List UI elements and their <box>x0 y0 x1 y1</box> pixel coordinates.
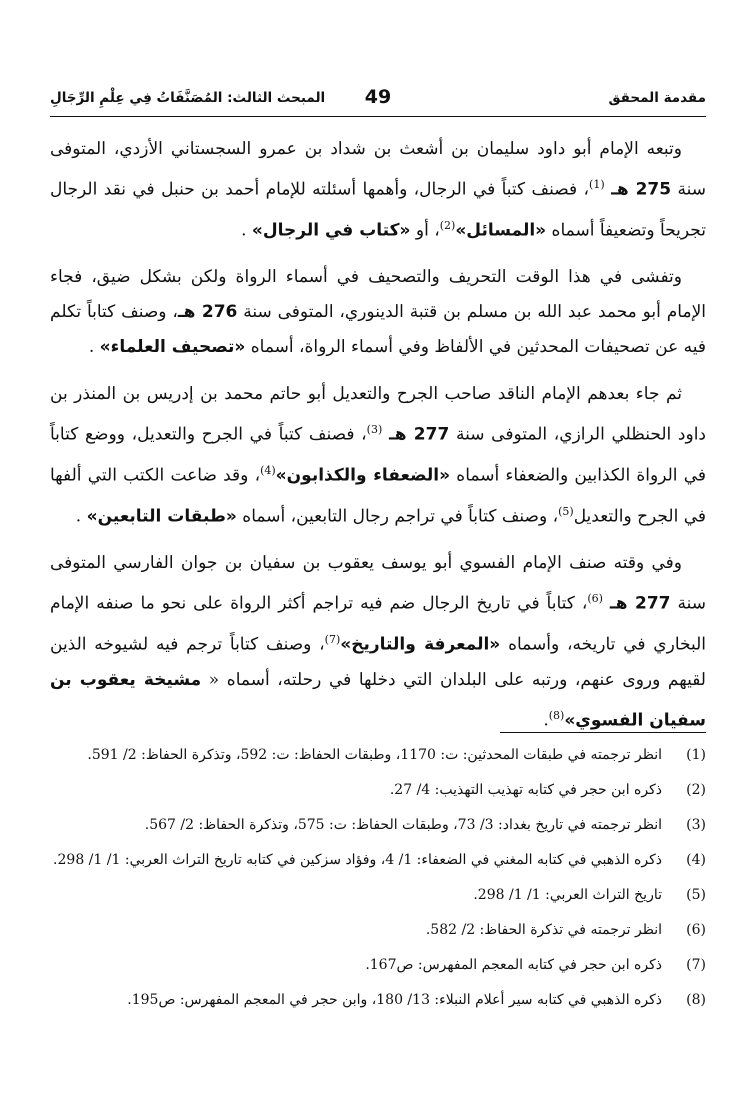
footnote-1 <box>50 742 706 769</box>
footnote-ref-5: (5) <box>558 504 574 518</box>
text-run: ، وصنف كتاباً تكلم فيه عن تصحيفات المحدثين في الألفاظ وفي أسماء الرواة، أسماه <box>50 302 706 358</box>
book-title: «تصحيف العلماء» <box>99 337 246 358</box>
text-run: ، أو <box>410 220 440 241</box>
running-header <box>50 86 706 112</box>
text-run: . <box>75 506 87 527</box>
footnote-number: (8) <box>686 992 706 1008</box>
book-title: «كتاب في الرجال» <box>251 220 411 241</box>
footnote-number: (2) <box>686 782 706 798</box>
book-title: «المعرفة والتاريخ» <box>340 634 501 655</box>
footnote-8 <box>50 987 706 1014</box>
footnote-ref-8: (8) <box>548 708 565 722</box>
footnote-5 <box>50 882 706 909</box>
text-run: ، وصنف كتاباً ترجم فيه لشيوخه الذين لقيهم وروى عنهم، ورتبه على البلدان التي دخلها في رحلته، أسماه « <box>50 634 706 690</box>
footnote-number: (5) <box>686 887 706 903</box>
text-run: ، وقد ضاعت الكتب التي ألفها في الجرح والتعديل <box>50 465 706 527</box>
footnote-number: (4) <box>686 852 706 868</box>
footnote-ref-6: (6) <box>587 592 603 606</box>
book-title: «الضعفاء والكذابون» <box>275 465 451 486</box>
footnotes <box>50 742 706 1022</box>
footnote-4 <box>50 847 706 874</box>
footnote-text: ذكره ابن حجر في كتابه تهذيب التهذيب: 4/ 27. <box>389 782 662 798</box>
footnote-number: (7) <box>686 957 706 973</box>
header-right-title: مقدمة المحقق <box>608 90 706 106</box>
footnote-ref-7: (7) <box>324 632 341 646</box>
death-year: 277 هـ <box>609 593 671 614</box>
footnote-text: تاريخ التراث العربي: 1/ 1/ 298. <box>473 887 662 903</box>
footnote-ref-4: (4) <box>260 463 276 477</box>
text-run: ، فصنف كتباً في الرجال، وأهمها أسئلته للإمام أحمد بن حنبل في نقد الرجال تجريحاً وتضعيفاً أسماه <box>50 179 706 241</box>
footnote-text: ذكره الذهبي في كتابه المغني في الضعفاء: 1/ 4، وفؤاد سزكين في كتابه تاريخ التراث العربي: 1/ 1/ 298. <box>53 852 662 868</box>
footnote-ref-3: (3) <box>366 423 383 437</box>
header-rule <box>50 116 706 117</box>
footnote-7 <box>50 952 706 979</box>
footnote-separator <box>500 732 706 733</box>
main-text <box>50 132 706 750</box>
footnote-text: انظر ترجمته في طبقات المحدثين: ت: 1170، وطبقات الحفاظ: ت: 592، وتذكرة الحفاظ: 2/ 591. <box>87 747 662 763</box>
death-year: 277 هـ <box>388 424 450 445</box>
page-number: 49 <box>364 86 392 108</box>
footnote-number: (6) <box>686 922 706 938</box>
text-run: ثم جاء بعدهم الإمام الناقد صاحب الجرح والتعديل أبو حاتم محمد بن إدريس بن المنذر بن داود الحنظلي الرازي، المتوفى سنة <box>50 384 706 445</box>
text-run: وفي وقته صنف الإمام الفسوي أبو يوسف يعقوب بن سفيان بن جوان الفارسي المتوفى سنة <box>50 553 706 614</box>
footnote-text: ذكره الذهبي في كتابه سير أعلام النبلاء: 13/ 180، وابن حجر في المعجم المفهرس: ص195. <box>127 992 662 1008</box>
text-run: وتفشى في هذا الوقت التحريف والتصحيف في أسماء الرواة ولكن بشكل ضيق، فجاء الإمام أبو محمد عبد الله بن مسلم بن قتبة الدينوري، المتوفى سنة <box>50 267 706 323</box>
text-run: . <box>88 337 100 358</box>
text-run: . <box>543 710 549 731</box>
footnote-6 <box>50 917 706 944</box>
footnote-text: انظر ترجمته في تاريخ بغداد: 3/ 73، وطبقات الحفاظ: ت: 575، وتذكرة الحفاظ: 2/ 567. <box>144 817 662 833</box>
footnote-ref-1: (1) <box>589 178 605 191</box>
footnote-ref-2: (2) <box>439 218 456 232</box>
book-title: مشيخة يعقوب بن سفيان الفسوي» <box>50 669 706 731</box>
footnote-text: انظر ترجمته في تذكرة الحفاظ: 2/ 582. <box>425 922 662 938</box>
book-title: «طبقات التابعين» <box>86 506 237 527</box>
header-section-title: المبحث الثالث: المُصَنَّفَاتُ فِي عِلْمِ الرِّجَالِ <box>50 90 326 106</box>
paragraph-1 <box>50 132 706 248</box>
death-year: 276 هـ <box>177 302 238 323</box>
footnote-2 <box>50 777 706 804</box>
text-run: ، كتاباً في تاريخ الرجال ضم فيه تراجم أكثر الرواة على نحو ما صنفه الإمام البخاري في تاريخه، وأسماه <box>50 593 707 655</box>
paragraph-3 <box>50 377 706 534</box>
text-run: ، فصنف كتباً في الجرح والتعديل، ووضع كتاباً في الرواة الكذابين والضعفاء أسماه <box>50 424 706 486</box>
text-run: ، وصنف كتاباً في تراجم رجال التابعين، أسماه <box>236 506 559 527</box>
paragraph-4 <box>50 546 706 738</box>
footnote-number: (1) <box>686 747 706 763</box>
death-year: 275 هـ <box>611 179 672 200</box>
paragraph-2 <box>50 260 706 365</box>
footnote-3 <box>50 812 706 839</box>
text-run: . <box>241 220 252 241</box>
footnote-number: (3) <box>686 817 706 833</box>
footnote-text: ذكره ابن حجر في كتابه المعجم المفهرس: ص167. <box>365 957 662 973</box>
text-run: وتبعه الإمام أبو داود سليمان بن أشعث بن شداد بن عمرو السجستاني الأزدي، المتوفى سنة <box>50 139 706 200</box>
book-title: «المسائل» <box>455 220 547 241</box>
